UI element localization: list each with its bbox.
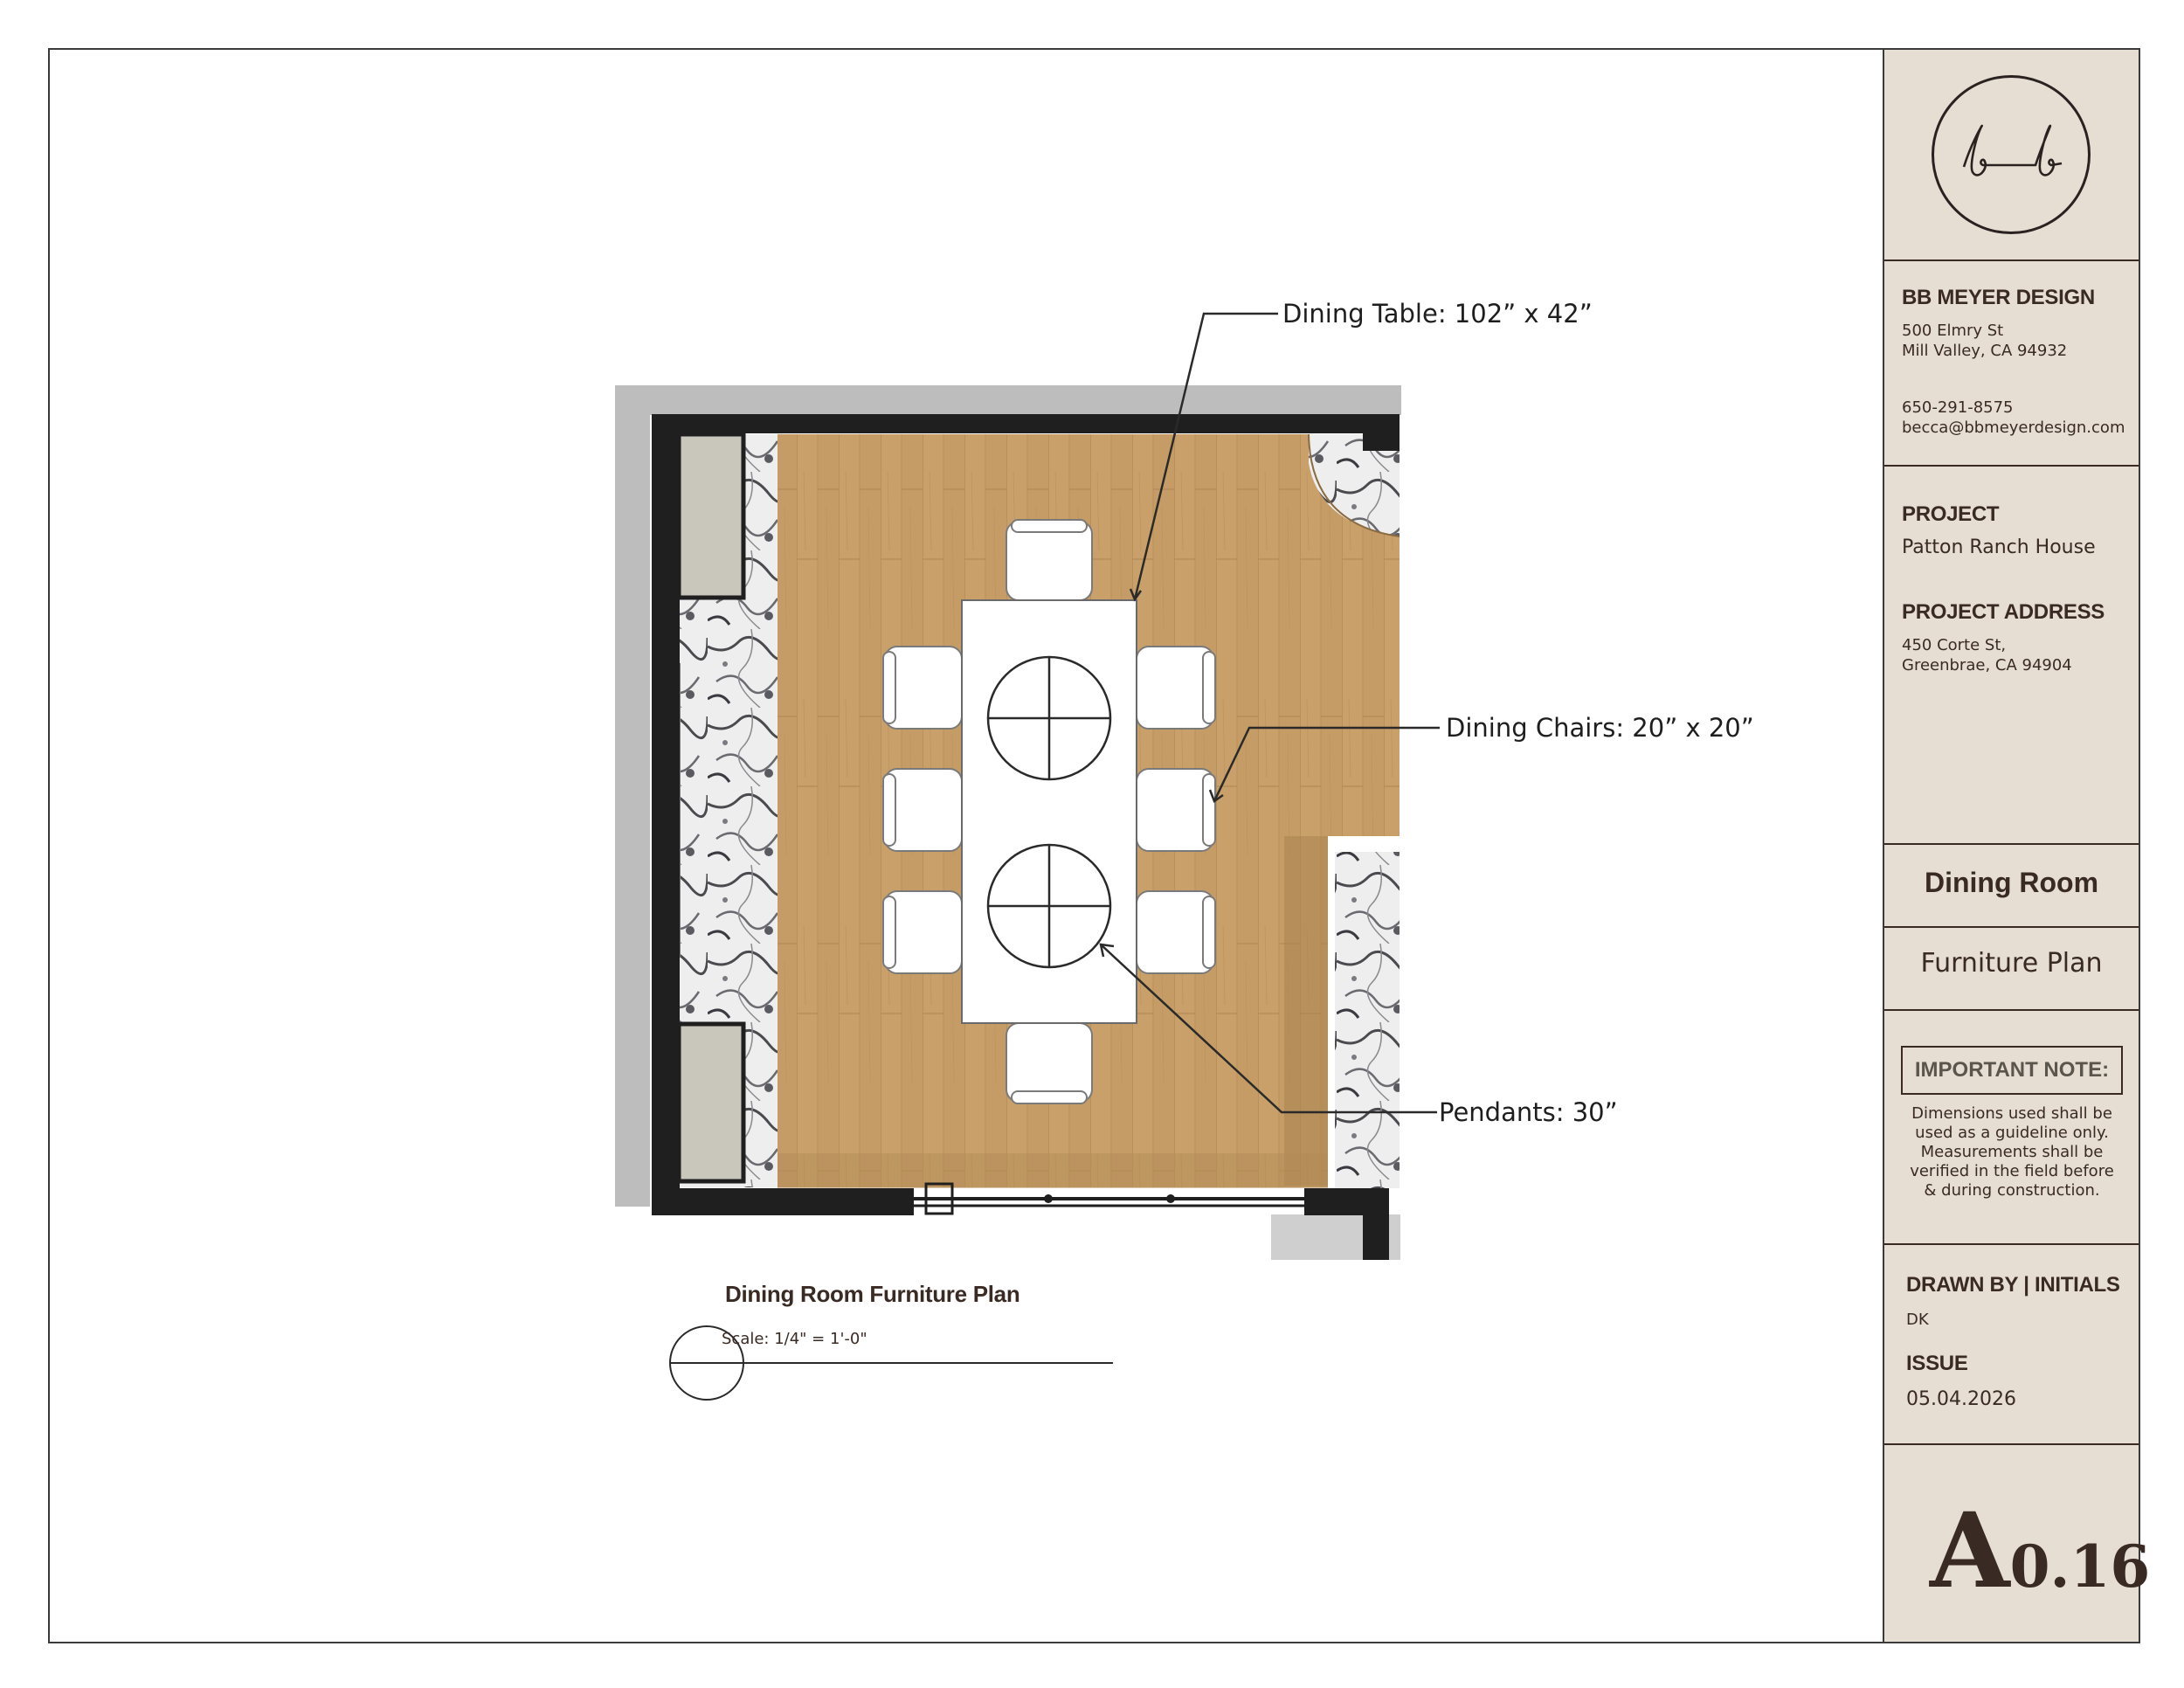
important-note-label: IMPORTANT NOTE: [1901, 1046, 2123, 1095]
firm-phone: 650-291-8575 [1902, 398, 2014, 417]
project-name: Patton Ranch House [1902, 536, 2096, 558]
divider [1884, 259, 2139, 261]
plan-scale: Scale: 1/4" = 1'-0" [722, 1330, 867, 1348]
dining-chair-head [1006, 520, 1092, 600]
important-note-text: Dimensions used shall be used as a guideline only. Measurements shall be verified in the field before & during construction. [1910, 1104, 2114, 1200]
issue-date: 05.04.2026 [1906, 1388, 2016, 1410]
project-address-label: PROJECT ADDRESS [1902, 600, 2105, 624]
sheet-title-type: Furniture Plan [1920, 948, 2103, 979]
sheet-title-room: Dining Room [1924, 867, 2099, 898]
firm-email: becca@bbmeyerdesign.com [1902, 419, 2125, 437]
sheet-number [1930, 1490, 2150, 1611]
divider [1884, 1243, 2139, 1245]
firm-name: BB MEYER DESIGN [1902, 286, 2095, 309]
pendant-light-top [988, 657, 1110, 779]
project-address: 450 Corte St, Greenbrae, CA 94904 [1902, 636, 2072, 675]
dining-chair-left-3 [883, 891, 962, 973]
issue-label: ISSUE [1906, 1352, 1968, 1375]
logo-monogram [1934, 78, 2088, 232]
title-block [1883, 50, 2151, 1642]
dining-chair-left-1 [883, 647, 962, 729]
firm-address: 500 Elmry St Mill Valley, CA 94932 [1902, 322, 2068, 360]
divider [1884, 926, 2139, 928]
sheet-number-minor: 0.16 [2009, 1532, 2151, 1601]
divider [1884, 1009, 2139, 1011]
callout-chairs: Dining Chairs: 20” x 20” [1446, 713, 1754, 743]
callout-table: Dining Table: 102” x 42” [1282, 299, 1593, 329]
divider [1884, 1443, 2139, 1445]
divider [1884, 843, 2139, 845]
dining-chair-right-2 [1137, 769, 1215, 851]
drawn-by-label: DRAWN BY | INITIALS [1906, 1273, 2120, 1297]
drawn-by-initials: DK [1906, 1311, 1929, 1329]
marble-counter-right [1335, 852, 1400, 1188]
sheet-number-major: A [1930, 1490, 2010, 1611]
dining-chair-left-2 [883, 769, 962, 851]
dining-chair-foot [1006, 1023, 1092, 1103]
door-track [914, 1184, 1304, 1214]
logo [1932, 75, 2091, 234]
plan-title: Dining Room Furniture Plan [725, 1281, 1020, 1307]
divider [1884, 465, 2139, 467]
pendant-light-bottom [988, 845, 1110, 967]
callout-pendants: Pendants: 30” [1439, 1097, 1618, 1127]
dining-chair-right-3 [1137, 891, 1215, 973]
project-label: PROJECT [1902, 502, 2000, 526]
dining-chair-right-1 [1137, 647, 1215, 729]
